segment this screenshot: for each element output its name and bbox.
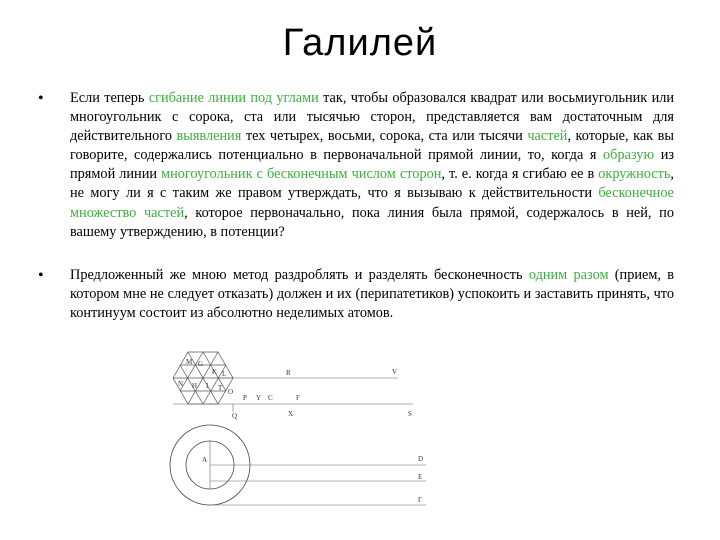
text-segment: , не могу ли я с таким же правом утверждать, что я вызываю к действительности bbox=[70, 166, 674, 202]
galileo-geometric-figure bbox=[168, 340, 428, 540]
highlighted-phrase: частей bbox=[527, 128, 568, 145]
highlighted-phrase: сгибание линии под углами bbox=[148, 90, 319, 106]
label: D bbox=[418, 455, 424, 463]
label: R bbox=[286, 369, 291, 377]
bullet-marker: • bbox=[38, 267, 44, 284]
label: V bbox=[392, 368, 398, 376]
label: T bbox=[218, 384, 223, 392]
text-segment: Предложенный же мною метод раздроблять и разделять бесконечность bbox=[70, 267, 529, 283]
label: L bbox=[222, 370, 227, 378]
highlighted-phrase: одним разом bbox=[528, 267, 609, 283]
bullet-paragraph-1 bbox=[70, 89, 674, 242]
text-segment: (прием, в котором мне не следует отказать) должен и их (перипатетиков) успокоить и заставить принять, что континуум состоит из абсолютно неделимых атомов. bbox=[70, 267, 675, 322]
slide-title: Галилей bbox=[282, 22, 438, 64]
text-segment: из прямой линии bbox=[70, 147, 674, 183]
label: K bbox=[212, 368, 218, 376]
highlighted-phrase: образую bbox=[603, 147, 655, 164]
text-segment: , которые, как вы говорите, содержались потенциально в первоначальной прямой линии, то, когда я bbox=[70, 128, 674, 164]
label: N bbox=[178, 380, 184, 388]
label: F bbox=[296, 394, 300, 402]
label: C bbox=[268, 394, 273, 402]
label: H bbox=[192, 382, 198, 390]
label: P bbox=[243, 394, 247, 402]
circle-tangent-lines bbox=[210, 441, 426, 505]
label: M bbox=[186, 358, 193, 366]
label: Г bbox=[418, 496, 423, 504]
highlighted-phrase: выявления bbox=[176, 128, 242, 145]
label: O bbox=[228, 388, 234, 396]
label: X bbox=[288, 410, 294, 418]
label: Q bbox=[232, 412, 238, 420]
label: Y bbox=[256, 394, 262, 402]
bullet-marker: • bbox=[38, 90, 44, 107]
label: G bbox=[198, 360, 204, 368]
bullet-paragraph-2 bbox=[70, 266, 674, 323]
highlighted-phrase: окружность bbox=[598, 166, 671, 183]
text-segment: , т. е. когда я сгибаю ее в bbox=[441, 166, 599, 183]
text-segment: , которое первоначально, пока линия была прямой, содержалось в ней, по вашему утверждению, в потенции? bbox=[70, 204, 674, 240]
highlighted-phrase: бесконечное множество частей bbox=[70, 185, 674, 221]
text-segment: Если теперь bbox=[70, 90, 149, 106]
label: I bbox=[206, 382, 209, 390]
highlighted-phrase: многоугольник с бесконечным числом сторон bbox=[161, 166, 442, 183]
label: S bbox=[408, 410, 412, 418]
horizontal-lines bbox=[173, 378, 413, 412]
text-segment: тех четырех, восьми, сорока, ста или тысячи bbox=[241, 128, 528, 145]
figure-labels bbox=[178, 358, 423, 504]
text-segment: так, чтобы образовался квадрат или восьмиугольник или многоугольник с сорока, ста или тысячью сторон, представляется вам достаточным для действительного bbox=[70, 90, 675, 145]
label: E bbox=[418, 473, 423, 481]
label: A bbox=[202, 456, 208, 464]
